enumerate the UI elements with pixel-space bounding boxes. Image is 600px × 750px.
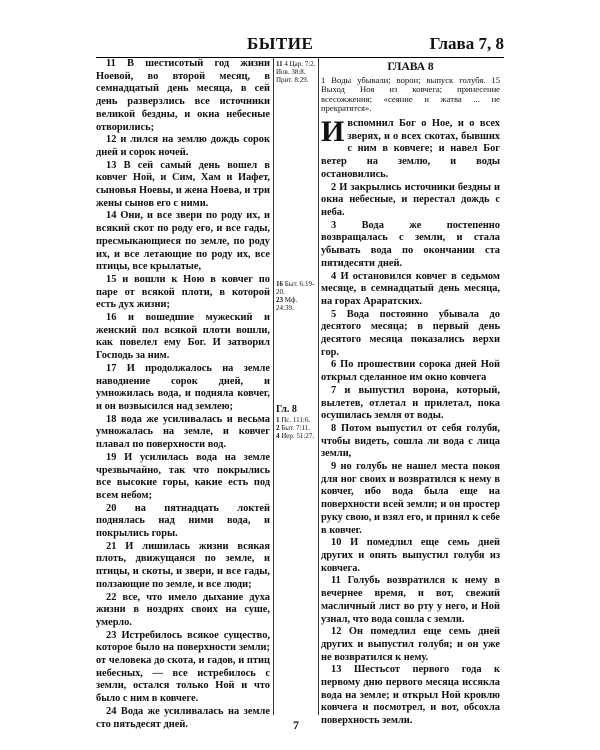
cross-reference: 16 Быт. 6:19-20. [276,280,315,296]
verse: 24 Вода же усиливалась на земле сто пятьдесят дней. [96,705,270,730]
verse: 12 и лился на землю дождь сорок дней и сорок ночей. [96,134,270,158]
cross-reference: 11 4 Цар. 7:2. Иов. 38:8. Прит. 8:29. [276,60,316,84]
verse: 12 Он помедлил еще семь дней других и выпустил голубя; и он уже не возвратился к нему. [321,626,500,663]
book-title: БЫТИЕ [247,34,314,53]
cross-reference-column [276,60,316,440]
verse: 4 И остановился ковчег в седьмом месяце, в семнадцатый день месяца, на горах Араратских. [321,270,500,307]
chapter-title: ГЛАВА 8 [387,61,434,73]
verse: 16 и вошедшие мужеский и женский пол всякой плоти вошли, как повелел ему Бог. И затворил Господь за ним. [96,312,270,362]
verse: 19 И усилилась вода на земле чрезвычайно, так что покрылись все высокие горы, какие есть под всем небом; [96,451,270,501]
cross-reference: 2 Быт. 7:11. [276,424,310,432]
verse: 14 Они, и все звери по роду их, и всякий скот по роду его, и все гады, пресмыкающиеся по земле, по роду их, и все летающие по роду их, все птицы, все крылатые, [96,210,270,273]
verse: 13 В сей самый день вошел в ковчег Ной, и Сим, Хам и Иафет, сыновья Ноевы, и жена Ноева, и три жены сынов его с ними. [96,159,270,209]
verse: 9 но голубь не нашел места покоя для ног своих и возвратился к нему в ковчег, ибо вода была еще на поверхности всей земли; и он простер руку свою, и взял его, и принял к себе в ковчег. [321,461,500,536]
verse: 22 все, что имело дыхание духа жизни в ноздрях своих на суше, умерло. [96,591,270,628]
cross-reference: 4 Иер. 51:27. [276,432,315,440]
verse: 11 Голубь возвратился к нему в вечернее время, и вот, свежий масличный лист во рту у него, и Ной узнал, что вода сошла с земли. [321,575,500,625]
drop-cap: И [321,115,345,149]
verse: 18 вода же усиливалась и весьма умножалась на земле, и ковчег плавал по поверхности вод. [96,413,270,451]
verse: 21 И лишилась жизни всякая плоть, движущаяся по земле, и птицы, и скоты, и звери, и все гады, ползающие по земле, и все люди; [96,540,270,590]
verse: 17 И продолжалось на земле наводнение сорок дней, и умножилась вода, и подняла ковчег, и он возвысился над землею; [96,362,270,412]
verse: 2 И закрылись источники бездны и окна небесные, и перестал дождь с неба. [321,181,500,218]
page-header [0,34,600,56]
chapter-label: Гл. 8 [276,404,297,415]
verse: 10 И помедлил еще семь дней других и опять выпустил голубя из ковчега. [321,537,500,574]
verse: 7 и выпустил ворона, который, вылетев, отлетал и прилетал, пока осушилась земля от воды. [321,384,500,422]
cross-reference: 23 Мф. 24:39. [276,296,298,312]
verse: 20 на пятнадцать локтей поднялась над ними вода, и покрылись горы. [96,502,270,540]
page-number: 7 [293,718,299,732]
column-divider-left [273,58,274,715]
cross-reference: 1 Пс. 111:6. [276,416,311,424]
verse: 3 Вода же постепенно возвращалась с земли, и стала убывать вода по окончании ста пятидесяти дней. [321,219,500,269]
left-text-column [96,58,270,731]
verse: 23 Истребилось всякое существо, которое было на поверхности земли; от человека до скота, и гадов, и птиц небесных, — все истребилось с земли, остался только Ной и что было с ним в ковчеге. [96,629,270,705]
verse: 6 По прошествии сорока дней Ной открыл сделанное им окно ковчега [321,359,500,384]
verse: 11 В шестисотый год жизни Ноевой, во второй месяц, в семнадцатый день месяца, в сей день разверзлись все источники великой бездны, и окна небесные отворились; [96,58,270,133]
chapter-reference: Глава 7, 8 [429,34,504,53]
chapter-summary: 1 Воды убывали; ворон; выпуск голубя. 15 Выход Ноя из ковчега; принесение всесожжения; «сеяние и жатва ... не прекратятся». [321,74,500,114]
verse: 8 Потом выпустил от себя голубя, чтобы видеть, сошла ли вода с лица земли, [321,422,500,460]
column-divider-right [318,58,319,715]
verse: 5 Вода постоянно убывала до десятого месяца; в первый день десятого месяца показались верхи гор. [321,308,500,358]
verse: 15 и вошли к Ною в ковчег по паре от всякой плоти, в которой есть дух жизни; [96,273,270,311]
verse: Ивспомнил Бог о Ное, и о всех зверях, и о всех скотах, бывших с ним в ковчеге; и навел Бог ветер на землю, и воды остановились. [321,115,500,180]
verse: 13 Шестьсот первого года к первому дню первого месяца иссякла вода на земле; и открыл Ной кровлю ковчега и посмотрел, и вот, обсохла поверхность земли. [321,664,500,727]
right-text-column [321,59,500,728]
